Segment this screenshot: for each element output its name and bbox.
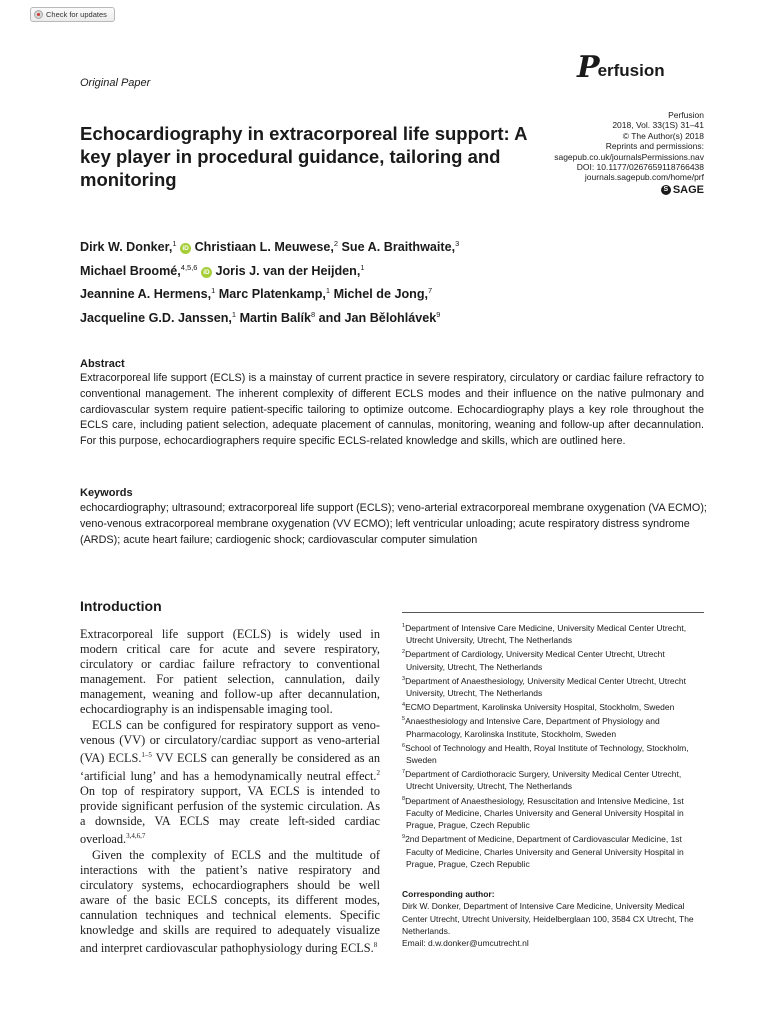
orcid-icon[interactable]: iD: [201, 267, 212, 278]
sage-logo-text: SAGE: [672, 183, 704, 196]
author-name: Jeannine A. Hermens,: [80, 287, 212, 302]
section-label: Original Paper: [80, 77, 151, 89]
citation-ref[interactable]: 1–5: [141, 750, 152, 759]
author-affiliation-ref: 1: [325, 286, 331, 296]
affiliation-number: 5: [402, 716, 406, 723]
affiliation-item: [402, 713, 702, 739]
affiliation-text: ECMO Department, Karolinska University Hospital, Stockholm, Sweden: [405, 702, 675, 713]
meta-doi[interactable]: DOI: 10.1177/0267659118766438: [576, 162, 704, 173]
affiliation-text: Anaesthesiology and Intensive Care, Department of Physiology and Pharmacology, Karolinska Institute, Stockholm, Sweden: [405, 716, 660, 739]
author-affiliation-ref: 4,5,6: [180, 262, 198, 272]
journal-logo-text: erfusion: [597, 61, 665, 80]
keywords-heading: Keywords: [80, 487, 133, 499]
affiliation-number: 2: [402, 649, 406, 656]
citation-ref[interactable]: 8: [373, 941, 378, 950]
author-name: Christiaan L. Meuwese,: [194, 240, 334, 255]
affiliation-number: 4: [402, 702, 406, 709]
intro-paragraph: [80, 718, 380, 848]
sage-logo-icon: S: [661, 185, 671, 195]
journal-logo: [577, 50, 665, 86]
author-name: Jan Bělohlávek: [344, 311, 437, 326]
author-name: Marc Platenkamp,: [218, 287, 326, 302]
intro-paragraph: Extracorporeal life support (ECLS) is widely used in modern critical care for acute and severe respiratory, circulatory or cardiac failure refractory to conventional management. For patient selection, cannulation, daily management, weaning and follow-up after decannulation, echocardiography is an indispensable imaging tool.: [80, 627, 380, 717]
affiliation-number: 3: [402, 675, 406, 682]
affiliation-item: [402, 699, 702, 713]
abstract-text: Extracorporeal life support (ECLS) is a mainstay of current practice in severe respiratory, circulatory or cardiac failure refractory to conventional management. The inherent complexity of different ECLS modes and their influence on the native pulmonary and cardiovascular system require patient-specific tailoring to optimize outcome. Echocardiography plays a key role throughout the ECLS care, including patient selection, adequate placement of cannulas, monitoring, weaning and follow-up after decannulation. For this purpose, echocardiographers require specific ECLS-related knowledge and skills, which are outlined here.: [80, 372, 704, 448]
author-name: Michael Broomé,: [80, 263, 181, 278]
check-for-updates-icon: [34, 10, 43, 19]
intro-paragraph: [80, 848, 380, 957]
affiliation-text: Department of Intensive Care Medicine, University Medical Center Utrecht, Utrecht University, Utrecht, The Netherlands: [405, 622, 687, 646]
introduction-heading: Introduction: [80, 598, 162, 614]
orcid-icon[interactable]: iD: [180, 243, 191, 254]
article-meta: [554, 110, 704, 195]
abstract-heading: Abstract: [80, 358, 125, 370]
affiliation-text: Department of Anaesthesiology, University Medical Center Utrecht, Utrecht University, Utrecht, The Netherlands: [405, 675, 686, 698]
affiliation-item: [402, 646, 702, 672]
intro-text: On top of respiratory support, VA ECLS is intended to provide significant perfusion of the systemic circulation. As a downside, VA ECLS may create left-sided cardiac overload.: [80, 784, 380, 847]
author-affiliation-ref: 8: [310, 310, 316, 320]
article-title: Echocardiography in extracorporeal life support: A key player in procedural guidance, tailoring and monitoring: [80, 123, 527, 190]
citation-ref[interactable]: 3,4,6,7: [126, 832, 146, 841]
citation-ref[interactable]: 2: [376, 768, 380, 777]
sage-logo: [661, 185, 704, 195]
intro-text: ECLS can be configured for respiratory support as veno-venous (VV) or circulatory/cardiac support as veno-arterial (VA) ECLS.: [80, 717, 380, 765]
check-for-updates-label: Check for updates: [46, 10, 107, 19]
meta-copyright: © The Author(s) 2018: [622, 130, 704, 141]
meta-journal: Perfusion: [668, 110, 704, 120]
author-affiliation-ref: 7: [428, 286, 433, 296]
affiliation-text: Department of Cardiothoracic Surgery, University Medical Center Utrecht, Utrecht University, Utrecht, The Netherlands: [405, 769, 682, 792]
corresponding-author-heading: Corresponding author:: [402, 889, 495, 899]
corresponding-author-email[interactable]: Email: d.w.donker@umcutrecht.nl: [402, 938, 529, 949]
affiliation-text: School of Technology and Health, Royal Institute of Technology, Stockholm, Sweden: [405, 742, 689, 765]
meta-permissions-link[interactable]: sagepub.co.uk/journalsPermissions.nav: [554, 151, 704, 162]
author-affiliation-ref: 1: [360, 262, 365, 272]
author-affiliation-ref: 2: [333, 239, 339, 248]
affiliation-number: 6: [402, 742, 406, 749]
check-for-updates-button[interactable]: [30, 7, 115, 22]
intro-text: VV ECLS can generally be considered as an ‘artificial lung’ and has a hemodynamically neutral effect.: [80, 750, 380, 784]
affiliation-item: [402, 766, 702, 792]
affiliation-text: Department of Cardiology, University Medical Center Utrecht, Utrecht University, Utrecht, The Netherlands: [405, 649, 665, 672]
author-conjunction: and: [318, 311, 342, 326]
affiliation-number: 7: [402, 769, 406, 776]
affiliation-item: [402, 793, 702, 832]
author-name: Sue A. Braithwaite,: [341, 240, 456, 255]
affiliation-number: 1: [402, 623, 406, 629]
author-name: Dirk W. Donker,: [80, 240, 173, 255]
keywords-text: echocardiography; ultrasound; extracorporeal life support (ECLS); veno-arterial extracorporeal membrane oxygenation (VA ECMO); veno-venous extracorporeal membrane oxygenation (VV ECMO); left ventricular unloading; acute respiratory distress syndrome (ARDS); acute heart failure; cardiogenic shock; cardiovascular computer simulation: [80, 502, 707, 546]
affiliation-text: Department of Anaesthesiology, Resuscitation and Intensive Medicine, 1st Faculty of Medicine, Charles University and General University Hospital in Prague, Prague, Czech Republic: [405, 795, 684, 831]
affiliations-list: [402, 620, 702, 870]
corresponding-author: [402, 888, 702, 949]
author-list: [80, 234, 680, 329]
author-affiliation-ref: 3: [455, 239, 460, 248]
meta-volume: 2018, Vol. 33(1S) 31–41: [612, 120, 704, 131]
affiliation-item: [402, 620, 702, 646]
affiliation-text: 2nd Department of Medicine, Department of Cardiovascular Medicine, 1st Faculty of Medicine, Charles University and General University Hospital in Prague, Prague, Czech Republic: [405, 834, 684, 869]
affiliation-number: 8: [402, 795, 406, 802]
author-name: Jacqueline G.D. Janssen,: [80, 311, 232, 326]
affiliation-item: [402, 831, 702, 870]
author-name: Michel de Jong,: [333, 287, 429, 302]
author-affiliation-ref: 9: [436, 310, 441, 320]
meta-reprints: Reprints and permissions:: [605, 141, 704, 152]
introduction-body: [80, 627, 380, 956]
corresponding-author-address: Dirk W. Donker, Department of Intensive Care Medicine, University Medical Center Utrecht, Utrecht University, Heidelberglaan 100, 3584 CX Utrecht, The Netherlands.: [402, 901, 694, 936]
affiliation-item: [402, 673, 702, 699]
perfusion-logo-icon: P: [577, 50, 600, 85]
author-name: Joris J. van der Heijden,: [215, 263, 361, 278]
meta-journal-link[interactable]: journals.sagepub.com/home/prf: [584, 172, 704, 183]
affiliation-number: 9: [402, 834, 406, 841]
affiliations-divider: [402, 612, 704, 613]
author-affiliation-ref: 1: [211, 286, 216, 296]
author-name: Martin Balík: [239, 311, 311, 326]
author-affiliation-ref: 1: [172, 239, 177, 248]
intro-text: Given the complexity of ECLS and the multitude of interactions with the patient’s native respiratory and circulatory systems, echocardiographers should be well aware of the basic ECLS concepts, its different modes, cannulation techniques and technical elements. Specific knowledge and skills are required to adequately visualize and interpret cardiovascular pathophysiology during ECLS.: [80, 847, 380, 956]
affiliation-item: [402, 740, 702, 766]
author-affiliation-ref: 1: [231, 310, 237, 320]
